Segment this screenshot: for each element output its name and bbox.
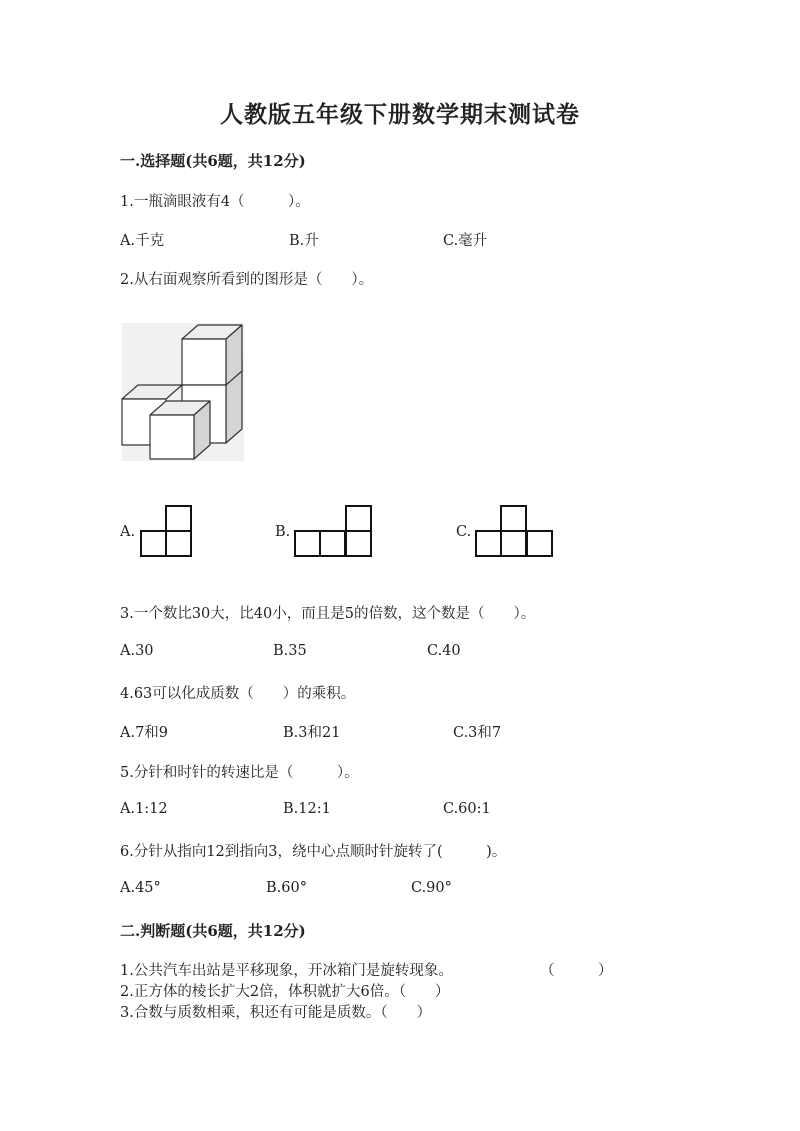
question-5: 5.分针和时针的转速比是（ ）。 [120, 765, 359, 781]
q5-option-a: A.1:12 [120, 801, 168, 817]
q1-option-a: A.千克 [120, 233, 165, 249]
question-2: 2.从右面观察所看到的图形是（ ）。 [120, 272, 374, 288]
section-1-heading: 一.选择题(共6题，共12分) [120, 152, 306, 170]
q2-option-c: C. [456, 524, 472, 540]
q4-option-c: C.3和7 [453, 725, 502, 741]
judge-question-3: 3.合数与质数相乘，积还有可能是质数。（ ） [120, 1005, 432, 1021]
q3-option-a: A.30 [120, 643, 154, 659]
q2-option-a: A. [120, 524, 136, 540]
page-title: 人教版五年级下册数学期末测试卷 [220, 101, 580, 128]
q1-option-c: C.毫升 [443, 233, 488, 249]
q2-option-b-figure [294, 505, 372, 557]
q5-option-b: B.12:1 [283, 801, 331, 817]
q4-option-b: B.3和21 [283, 725, 341, 741]
q3-option-c: C.40 [427, 643, 461, 659]
q6-option-a: A.45° [120, 880, 161, 896]
cube-stack-figure [122, 323, 244, 461]
question-1: 1.一瓶滴眼液有4（ ）。 [120, 194, 310, 210]
q6-option-b: B.60° [266, 880, 307, 896]
q6-option-c: C.90° [411, 880, 452, 896]
q2-option-c-figure [475, 505, 553, 557]
judge-question-1: 1.公共汽车出站是平移现象，开冰箱门是旋转现象。 [120, 963, 453, 979]
q2-option-a-figure [140, 505, 192, 557]
question-6: 6.分针从指向12到指向3，绕中心点顺时针旋转了( )。 [120, 844, 507, 860]
q1-option-b: B.升 [289, 233, 319, 249]
judge-question-1-bracket: （ ） [540, 963, 613, 979]
q4-option-a: A.7和9 [120, 725, 169, 741]
q5-option-c: C.60:1 [443, 801, 491, 817]
section-2-heading: 二.判断题(共6题，共12分) [120, 922, 306, 940]
judge-question-2: 2.正方体的棱长扩大2倍，体积就扩大6倍。（ ） [120, 984, 450, 1000]
q2-option-b: B. [275, 524, 291, 540]
question-4: 4.63可以化成质数（ ）的乘积。 [120, 686, 356, 702]
q3-option-b: B.35 [273, 643, 307, 659]
question-3: 3.一个数比30大，比40小，而且是5的倍数，这个数是（ ）。 [120, 606, 536, 622]
